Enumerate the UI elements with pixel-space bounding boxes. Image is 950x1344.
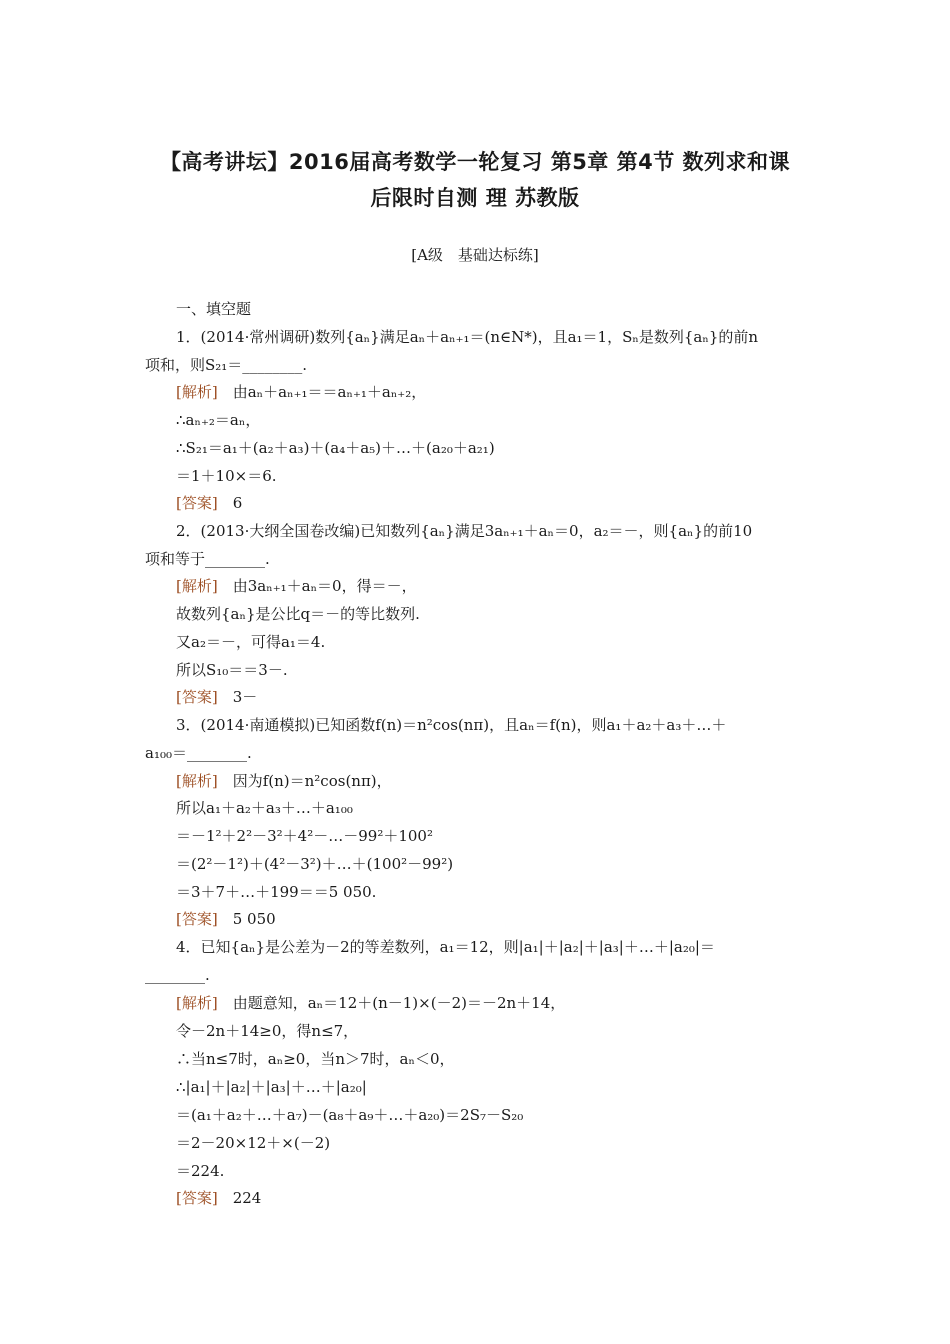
line-text: 224 xyxy=(217,1189,262,1207)
text-line xyxy=(145,965,810,985)
document-title-line-2: 后限时自测 理 苏教版 xyxy=(370,186,580,210)
line-text: ＝2－20×12＋×(－2) xyxy=(176,1134,331,1152)
answer-tag: [答案] xyxy=(176,688,218,706)
answer-tag: [答案] xyxy=(176,910,218,928)
line-text: 所以S₁₀＝＝3－. xyxy=(176,661,288,679)
line-text: 因为f(n)＝n²cos(nπ)， xyxy=(217,772,392,790)
text-line xyxy=(176,1133,841,1153)
line-text: 由aₙ＋aₙ₊₁＝＝aₙ₊₁＋aₙ₊₂， xyxy=(217,383,427,401)
line-text: 5 050 xyxy=(217,910,276,928)
text-line xyxy=(176,438,841,458)
line-text: ________. xyxy=(145,966,210,984)
line-text: 3－ xyxy=(217,688,258,706)
line-text: a₁₀₀＝________. xyxy=(145,744,252,762)
text-line xyxy=(176,466,841,486)
line-text: 项和，则S₂₁＝________. xyxy=(145,356,308,374)
text-line xyxy=(176,632,841,652)
text-line xyxy=(176,715,841,735)
solution-tag: [解析] xyxy=(176,994,218,1012)
line-text: ＝(2²－1²)＋(4²－3²)＋…＋(100²－99²) xyxy=(176,855,454,873)
line-text: 由3aₙ₊₁＋aₙ＝0，得＝－， xyxy=(217,577,417,595)
line-text: 由题意知，aₙ＝12＋(n－1)×(－2)＝－2n＋14， xyxy=(217,994,566,1012)
solution-line xyxy=(176,771,841,791)
line-text: ∴S₂₁＝a₁＋(a₂＋a₃)＋(a₄＋a₅)＋…＋(a₂₀＋a₂₁) xyxy=(176,439,495,457)
text-line xyxy=(145,355,810,375)
line-text: 1．(2014·常州调研)数列{aₙ}满足aₙ＋aₙ₊₁＝(n∈N*)，且a₁＝1，Sₙ是数列{aₙ}的前n xyxy=(176,328,759,346)
line-text: ＝224. xyxy=(176,1162,225,1180)
line-text: 项和等于________. xyxy=(145,550,270,568)
line-text: ＝－1²＋2²－3²＋4²－…－99²＋100² xyxy=(176,827,433,845)
level-heading: [A级 基础达标练] xyxy=(411,246,539,264)
solution-tag: [解析] xyxy=(176,577,218,595)
line-text: 3．(2014·南通模拟)已知函数f(n)＝n²cos(nπ)，且aₙ＝f(n)，则a₁＋a₂＋a₃＋…＋ xyxy=(176,716,727,734)
answer-line xyxy=(176,1188,841,1208)
solution-line xyxy=(176,382,841,402)
text-line xyxy=(176,854,841,874)
answer-line xyxy=(176,687,841,707)
text-line xyxy=(176,826,841,846)
line-text: ＝(a₁＋a₂＋…＋a₇)－(a₈＋a₉＋…＋a₂₀)＝2S₇－S₂₀ xyxy=(176,1106,524,1124)
line-text: 2．(2013·大纲全国卷改编)已知数列{aₙ}满足3aₙ₊₁＋aₙ＝0，a₂＝－，则{aₙ}的前10 xyxy=(176,522,753,540)
text-line xyxy=(145,549,810,569)
text-line xyxy=(176,882,841,902)
line-text: 又a₂＝－，可得a₁＝4. xyxy=(176,633,326,651)
line-text: 令－2n＋14≥0，得n≤7， xyxy=(176,1022,359,1040)
text-line xyxy=(145,743,810,763)
text-line xyxy=(176,660,841,680)
section-heading: 一、填空题 xyxy=(176,300,252,318)
solution-tag: [解析] xyxy=(176,383,218,401)
solution-tag: [解析] xyxy=(176,772,218,790)
document-title-line-1: 【高考讲坛】2016届高考数学一轮复习 第5章 第4节 数列求和课 xyxy=(159,150,791,174)
answer-tag: [答案] xyxy=(176,494,218,512)
text-line xyxy=(176,1049,841,1069)
solution-line xyxy=(176,576,841,596)
text-line xyxy=(176,1105,841,1125)
text-line xyxy=(176,604,841,624)
line-text: 4．已知{aₙ}是公差为－2的等差数列，a₁＝12，则|a₁|＋|a₂|＋|a₃|＋…＋|a₂₀|＝ xyxy=(176,938,715,956)
text-line xyxy=(176,410,841,430)
line-text: ∴aₙ₊₂＝aₙ， xyxy=(176,411,261,429)
answer-line xyxy=(176,493,841,513)
text-line xyxy=(176,937,841,957)
text-line xyxy=(176,1021,841,1041)
line-text: 所以a₁＋a₂＋a₃＋…＋a₁₀₀ xyxy=(176,799,353,817)
answer-tag: [答案] xyxy=(176,1189,218,1207)
text-line xyxy=(176,1077,841,1097)
text-line xyxy=(176,521,841,541)
line-text: 故数列{aₙ}是公比q＝－的等比数列. xyxy=(176,605,420,623)
text-line xyxy=(176,1161,841,1181)
answer-line xyxy=(176,909,841,929)
line-text: ＝3＋7＋…＋199＝＝5 050. xyxy=(176,883,377,901)
solution-line xyxy=(176,993,841,1013)
line-text: 6 xyxy=(217,494,243,512)
line-text: ∴当n≤7时，aₙ≥0，当n＞7时，aₙ＜0， xyxy=(176,1050,455,1068)
text-line xyxy=(176,327,841,347)
line-text: ∴|a₁|＋|a₂|＋|a₃|＋…＋|a₂₀| xyxy=(176,1078,367,1096)
line-text: ＝1＋10×＝6. xyxy=(176,467,277,485)
text-line xyxy=(176,798,841,818)
